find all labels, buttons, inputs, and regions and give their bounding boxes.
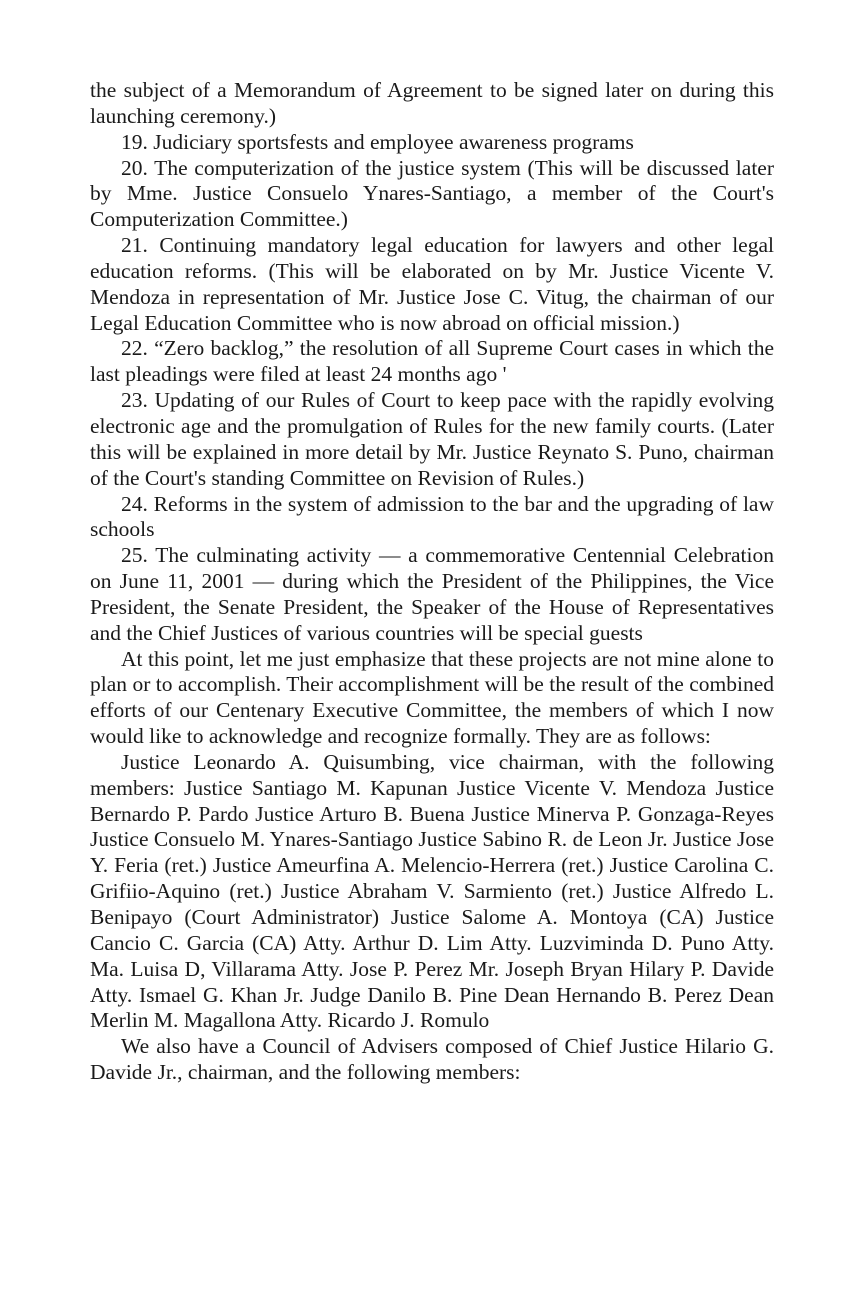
list-item-23: 23. Updating of our Rules of Court to keep pace with the rapidly evolving electronic age and the promulgation of Rules for the new family courts. (Later this will be explained in more detail by Mr. Justice Reynato S. Puno, chairman of the Court's standing Committee on Revision of Rules.) bbox=[90, 388, 774, 490]
paragraph-council-of-advisers: We also have a Council of Advisers composed of Chief Justice Hilario G. Davide Jr., chairman, and the following members: bbox=[90, 1034, 774, 1085]
paragraph-emphasis: At this point, let me just emphasize that these projects are not mine alone to plan or to accomplish. Their accomplishment will be the result of the combined efforts of our Centenary Executive Committee, the members of which I now would like to acknowledge and recognize formally. They are as follows: bbox=[90, 646, 774, 749]
list-item-22: 22. “Zero backlog,” the resolution of all Supreme Court cases in which the last pleadings were filed at least 24 months ago ' bbox=[90, 336, 774, 387]
list-item-20: 20. The computerization of the justice system (This will be discussed later by Mme. Justice Consuelo Ynares-Santiago, a member of the Court's Computerization Committee.) bbox=[90, 155, 774, 232]
list-item-25: 25. The culminating activity — a commemorative Centennial Celebration on June 11, 2001 — during which the President of the Philippines, the Vice President, the Senate President, the Speaker of the House of Representatives and the Chief Justices of various countries will be special guests bbox=[90, 543, 774, 645]
list-item-21: 21. Continuing mandatory legal education for lawyers and other legal education reforms. (This will be elaborated on by Mr. Justice Vicente V. Mendoza in representation of Mr. Justice Jose C. Vitug, the chairman of our Legal Education Committee who is now abroad on official mission.) bbox=[90, 233, 774, 335]
paragraph-continued: the subject of a Memorandum of Agreement to be signed later on during this launching ceremony.) bbox=[90, 78, 774, 128]
paragraph-committee-members: Justice Leonardo A. Quisumbing, vice chairman, with the following members: Justice Santiago M. Kapunan Justice Vicente V. Mendoza Justice Bernardo P. Pardo Justice Arturo B. Buena Justice Minerva P. Gonzaga-Reyes Justice Consuelo M. Ynares-Santiago Justice Sabino R. de Leon Jr. Justice Jose Y. Feria (ret.) Justice Ameurfina A. Melencio-Herrera (ret.) Justice Carolina C. Grifiio-Aquino (ret.) Justice Abraham V. Sarmiento (ret.) Justice Alfredo L. Benipayo (Court Administrator) Justice Salome A. Montoya (CA) Justice Cancio C. Garcia (CA) Atty. Arthur D. Lim Atty. Luzviminda D. Puno Atty. Ma. Luisa D, Villarama Atty. Jose P. Perez Mr. Joseph Bryan Hilary P. Davide Atty. Ismael G. Khan Jr. Judge Danilo B. Pine Dean Hernando B. Perez Dean Merlin M. Magallona Atty. Ricardo J. Romulo bbox=[90, 749, 774, 1033]
list-item-24: 24. Reforms in the system of admission to the bar and the upgrading of law schools bbox=[90, 491, 774, 542]
list-item-19: 19. Judiciary sportsfests and employee awareness programs bbox=[121, 129, 634, 154]
document-page bbox=[90, 78, 774, 1086]
